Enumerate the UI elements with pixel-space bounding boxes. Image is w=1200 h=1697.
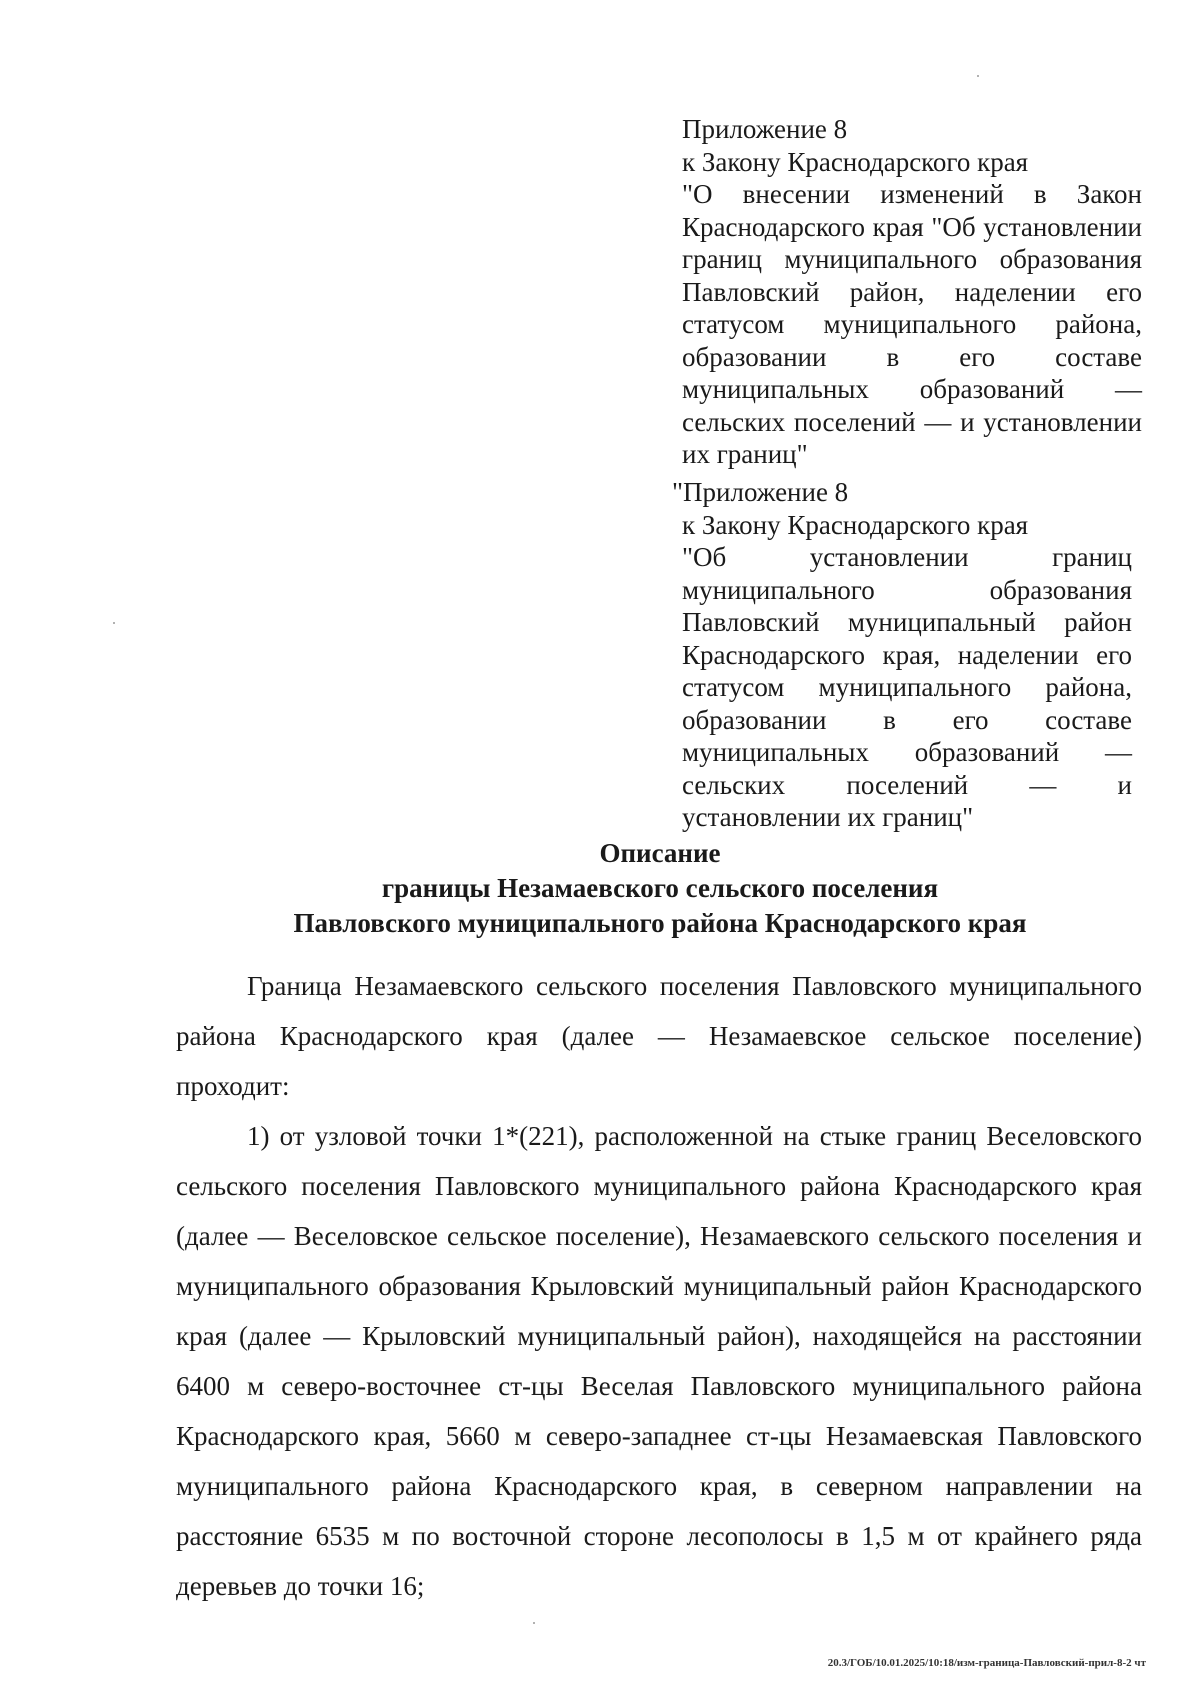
scan-speck [977,75,979,77]
appendix-law-reference: к Закону Краснодарского края [682,146,1029,177]
scan-speck [113,622,115,624]
footer-document-code: 20.3/ГОБ/10.01.2025/10:18/изм-граница-Павловский-прил-8-2 чт [827,1657,1146,1669]
document-title [180,836,1140,941]
title-line-1: Описание [599,838,721,868]
appendix-number: Приложение 8 [682,114,848,144]
appendix-header-original [672,476,1132,834]
document-body [176,961,1142,1611]
body-paragraph-intro: Граница Незамаевского сельского поселения Павловского муниципального района Краснодарского края (далее — Незамаевское сельское поселение) проходит: [176,971,1142,1101]
appendix-law-title: "О внесении изменений в Закон Краснодарского края "Об установлении границ муниципального образования Павловский район, наделении его статусом муниципального района, образовании в его составе муниципальных образований — сельских поселений — и установлении их границ" [682,179,1142,469]
scan-speck [533,1622,535,1624]
title-line-2: границы Незамаевского сельского поселения [381,873,939,903]
appendix-number: "Приложение 8 [672,477,849,507]
appendix-law-title: "Об установлении границ муниципального образования Павловский муниципальный район Краснодарского края, наделении его статусом муниципального района, образовании в его составе муниципальных образований — сельских поселений — и установлении их границ" [682,542,1132,832]
appendix-law-reference: к Закону Краснодарского края [682,509,1029,540]
body-paragraph-point-1: 1) от узловой точки 1*(221), расположенной на стыке границ Веселовского сельского поселения Павловского муниципального района Краснодарского края (далее — Веселовское сельское поселение), Незамаевского сельского поселения и муниципального образования Крыловский муниципальный район Краснодарского края (далее — Крыловский муниципальный район), находящейся на расстоянии 6400 м северо-восточнее ст-цы Веселая Павловского муниципального района Краснодарского края, 5660 м северо-западнее ст-цы Незамаевская Павловского муниципального района Краснодарского края, в северном направлении на расстояние 6535 м по восточной стороне лесополосы в 1,5 м от крайнего ряда деревьев до точки 16; [176,1121,1142,1601]
appendix-header-current [682,113,1142,471]
title-line-3: Павловского муниципального района Краснодарского края [293,908,1027,938]
